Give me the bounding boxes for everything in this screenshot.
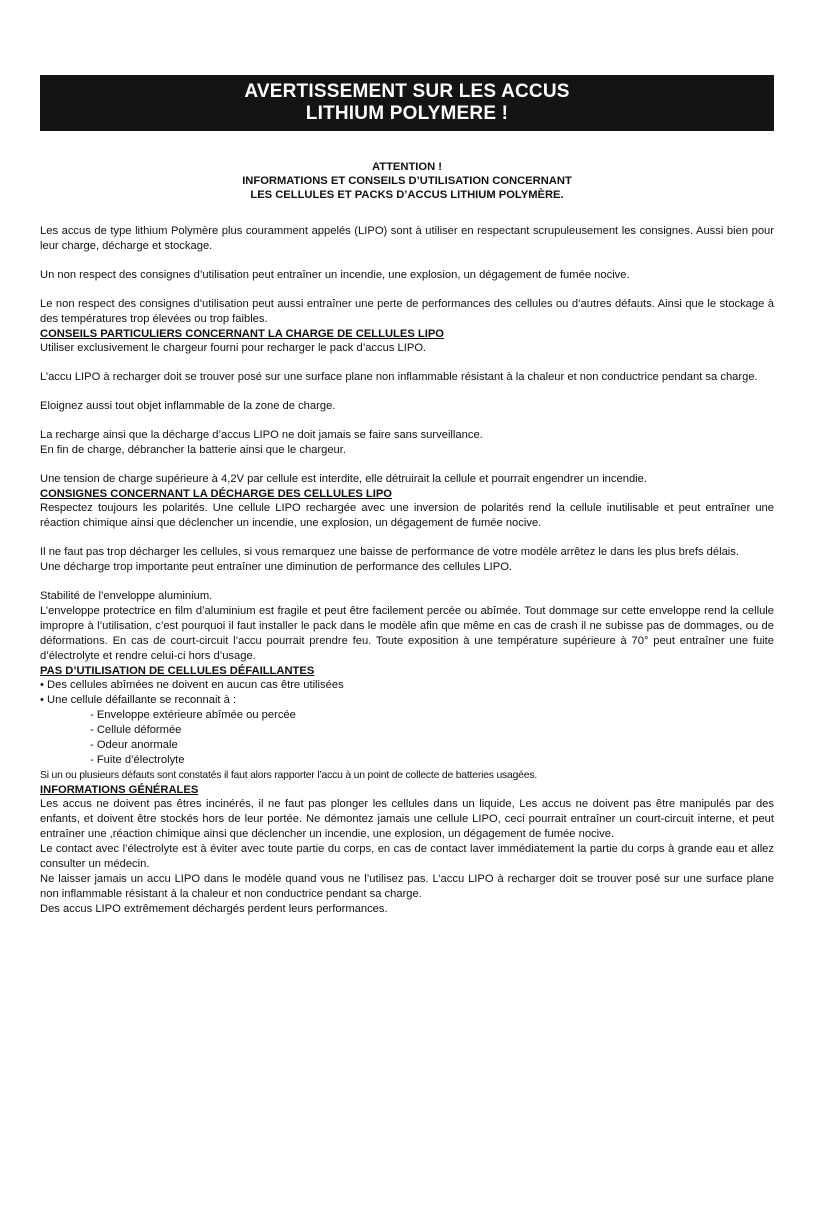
discharge-section-heading: CONSIGNES CONCERNANT LA DÉCHARGE DES CELLULES LIPO [40, 488, 393, 500]
discharge-paragraph-2b: Une décharge trop importante peut entraîner une diminution de performance des cellules LIPO. [40, 561, 513, 573]
defective-sub-item-4: - Fuite d’électrolyte [90, 754, 185, 766]
charge-paragraph-5: Une tension de charge supérieure à 4,2V par cellule est interdite, elle détruirait la cellule et pourrait engendrer un incendie. [40, 473, 647, 485]
defective-bullet-2: • Une cellule défaillante se reconnait à : [40, 694, 237, 706]
defective-sub-item-3: - Odeur anormale [90, 739, 178, 751]
defective-sub-item-2: - Cellule déformée [90, 724, 182, 736]
info-paragraph-3: Ne laisser jamais un accu LIPO dans le modèle quand vous ne l’utilisez pas. L’accu LIPO à recharger doit se trouver posé sur une surface plane non inflammable résistant à la chaleur et non conductrice pendant sa charge. [40, 873, 774, 900]
banner-title-line-2: LITHIUM POLYMERE ! [305, 103, 509, 124]
defective-sub-item-1: - Enveloppe extérieure abîmée ou percée [90, 709, 296, 721]
general-paragraph-1: Les accus de type lithium Polymère plus couramment appelés (LIPO) sont à utiliser en respectant scrupuleusement les consignes. Aussi bien pour leur charge, décharge et stockage. [40, 225, 774, 252]
charge-paragraph-3: Eloignez aussi tout objet inflammable de la zone de charge. [40, 400, 336, 412]
charge-paragraph-4b: En fin de charge, débrancher la batterie ainsi que le chargeur. [40, 444, 346, 456]
charge-paragraph-2: L’accu LIPO à recharger doit se trouver posé sur une surface plane non inflammable résistant à la chaleur et non conductrice pendant sa charge. [40, 371, 758, 383]
info-paragraph-4: Des accus LIPO extrêmement déchargés perdent leurs performances. [40, 903, 388, 915]
intro-attention: ATTENTION ! [371, 161, 442, 173]
defective-section-heading: PAS D’UTILISATION DE CELLULES DÉFAILLANTES [40, 665, 315, 677]
info-paragraph-2: Le contact avec l’électrolyte est à éviter avec toute partie du corps, en cas de contact laver immédiatement la partie du corps à grande eau et allez consulter un médecin. [40, 843, 774, 870]
general-paragraph-3: Le non respect des consignes d’utilisation peut aussi entraîner une perte de performances des cellules ou d’autres défauts. Ainsi que le stockage à des températures trop élevées ou trop faibles. [40, 298, 774, 325]
charge-paragraph-4a: La recharge ainsi que la décharge d’accus LIPO ne doit jamais se faire sans surveillance. [40, 429, 483, 441]
intro-line-3: LES CELLULES ET PACKS D’ACCUS LITHIUM POLYMÈRE. [250, 189, 564, 201]
info-paragraph-1: Les accus ne doivent pas êtres incinérés, il ne faut pas plonger les cellules dans un liquide, Les accus ne doivent pas être manipulés par des enfants, et doivent être stockés hors de leur portée. Ne démontez jamais une cellule LIPO, ceci pourrait entraîner un court-circuit interne, et peut entraîner une ,réaction chimique ainsi que déclencher un incendie, une explosion, un dégagement de fumée nocive. [40, 798, 774, 840]
banner-title-line-1: AVERTISSEMENT SUR LES ACCUS [244, 81, 570, 102]
discharge-paragraph-1: Respectez toujours les polarités. Une cellule LIPO rechargée avec une inversion de polarités rend la cellule inutilisable et peut entraîner une réaction chimique ainsi que déclencher un incendie, une explosion, un dégagement de fumée nocive. [40, 502, 774, 529]
discharge-paragraph-2a: Il ne faut pas trop décharger les cellules, si vous remarquez une baisse de performance de votre modèle arrêtez le dans les plus brefs délais. [40, 546, 739, 558]
discharge-paragraph-3a: Stabilité de l’enveloppe aluminium. [40, 590, 213, 602]
defective-bullet-1: • Des cellules abîmées ne doivent en aucun cas être utilisées [40, 679, 344, 691]
discharge-paragraph-3b: L’enveloppe protectrice en film d’aluminium est fragile et peut être facilement percée ou abîmée. Tout dommage sur cette enveloppe rend la cellule impropre à l’utilisation, c’est pourquoi il faut installer le pack dans le modèle afin que même en cas de crash il ne subisse pas de dommages, ou de déformations. En cas de court-circuit l’accu pourrait prendre feu. Toute exposition à une température supérieure à 70° peut entraîner une fuite d’électrolyte et rendre celui-ci hors d’usage. [40, 605, 774, 662]
intro-block [40, 160, 774, 202]
general-paragraph-2: Un non respect des consignes d’utilisation peut entraîner un incendie, une explosion, un dégagement de fumée nocive. [40, 269, 630, 281]
title-banner [40, 75, 774, 131]
info-section-heading: INFORMATIONS GÉNÉRALES [40, 784, 199, 796]
charge-paragraph-1: Utiliser exclusivement le chargeur fourni pour recharger le pack d’accus LIPO. [40, 342, 427, 354]
defective-closing-note: Si un ou plusieurs défauts sont constatés il faut alors rapporter l’accu à un point de collecte de batteries usagées. [40, 770, 538, 781]
document-page [40, 75, 774, 917]
charge-section-heading: CONSEILS PARTICULIERS CONCERNANT LA CHARGE DE CELLULES LIPO [40, 328, 445, 340]
intro-line-2: INFORMATIONS ET CONSEILS D’UTILISATION CONCERNANT [242, 175, 572, 187]
